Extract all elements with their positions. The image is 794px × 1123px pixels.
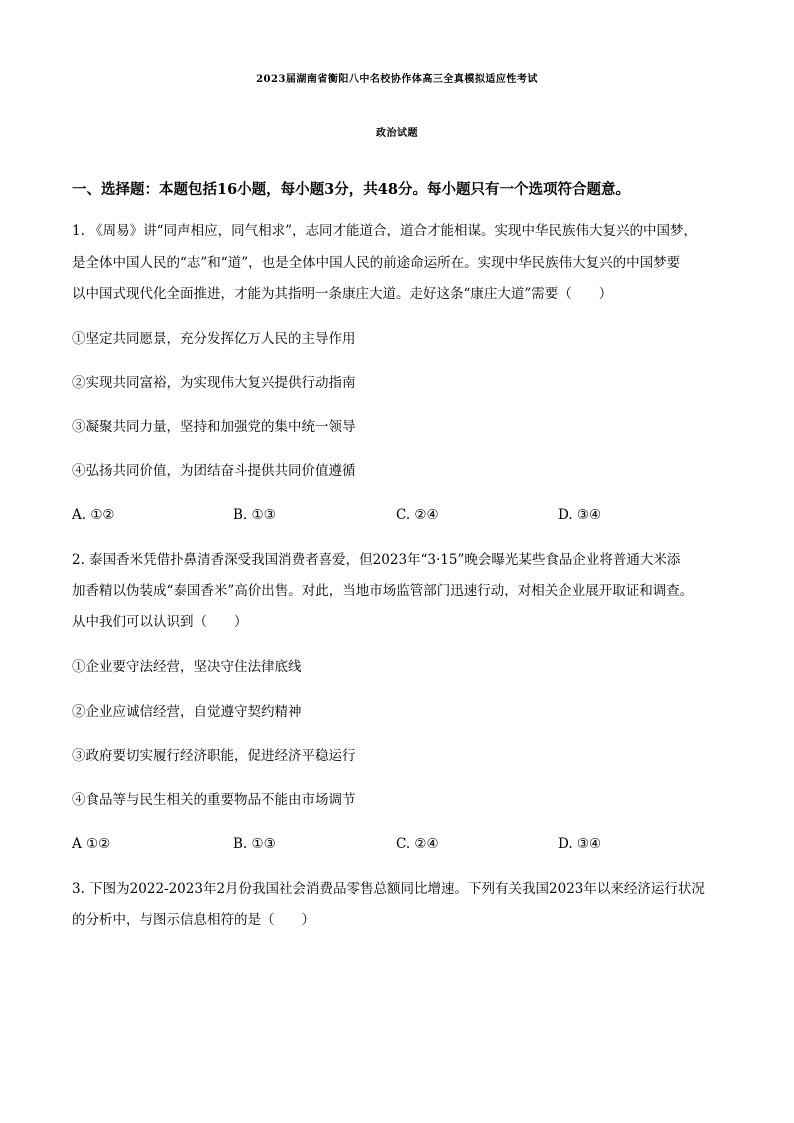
question-1-option-d[interactable]: D. ③④ xyxy=(558,507,602,523)
question-1-statement-1: ①坚定共同愿景，充分发挥亿万人民的主导作用 xyxy=(72,331,356,347)
question-2-stem-line-3: 从中我们可以认识到（ ） xyxy=(72,614,248,630)
question-1-option-a[interactable]: A. ①② xyxy=(72,507,115,523)
question-2-option-b[interactable]: B. ①③ xyxy=(233,836,276,852)
question-1-statement-4: ④弘扬共同价值，为团结奋斗提供共同价值遵循 xyxy=(72,463,356,479)
question-2-statement-2: ②企业应诚信经营，自觉遵守契约精神 xyxy=(72,704,302,720)
question-1-option-c[interactable]: C. ②④ xyxy=(396,507,439,523)
exam-title: 2023届湖南省衡阳八中名校协作体高三全真模拟适应性考试 xyxy=(256,74,538,85)
question-2-option-d[interactable]: D. ③④ xyxy=(558,836,602,852)
question-3-stem-line-1: 3. 下图为2022-2023年2月份我国社会消费品零售总额同比增速。下列有关我国2023年以来经济运行状况 xyxy=(72,881,705,897)
question-1-stem-line-2: 是全体中国人民的“志”和“道”，也是全体中国人民的前途命运所在。实现中华民族伟大复兴的中国梦要 xyxy=(72,255,681,271)
question-2-stem-line-2: 加香精以伪装成“泰国香米”高价出售。对此，当地市场监管部门迅速行动，对相关企业展开取证和调查。 xyxy=(72,583,694,599)
exam-subtitle: 政治试题 xyxy=(376,128,418,139)
question-2-option-a[interactable]: A ①② xyxy=(72,836,111,852)
question-2-stem-line-1: 2. 泰国香米凭借扑鼻清香深受我国消费者喜爱，但2023年“3·15”晚会曝光某些食品企业将普通大米添 xyxy=(72,552,681,568)
question-1-statement-2: ②实现共同富裕，为实现伟大复兴提供行动指南 xyxy=(72,375,356,391)
question-3-stem-line-2: 的分析中，与图示信息相符的是（ ） xyxy=(72,912,315,928)
section-heading: 一、选择题：本题包括16小题，每小题3分，共48分。每小题只有一个选项符合题意。 xyxy=(72,181,630,198)
question-2-statement-4: ④食品等与民生相关的重要物品不能由市场调节 xyxy=(72,792,356,808)
question-1-stem-line-1: 1. 《周易》讲“同声相应，同气相求”，志同才能道合，道合才能相谋。实现中华民族伟大复兴的中国梦， xyxy=(72,223,697,239)
question-1-option-b[interactable]: B. ①③ xyxy=(233,507,276,523)
question-2-statement-1: ①企业要守法经营，坚决守住法律底线 xyxy=(72,659,302,675)
question-1-statement-3: ③凝聚共同力量，坚持和加强党的集中统一领导 xyxy=(72,419,356,435)
question-2-option-c[interactable]: C. ②④ xyxy=(396,836,439,852)
question-1-stem-line-3: 以中国式现代化全面推进，才能为其指明一条康庄大道。走好这条“康庄大道”需要（ ） xyxy=(72,286,613,302)
question-2-statement-3: ③政府要切实履行经济职能，促进经济平稳运行 xyxy=(72,748,356,764)
